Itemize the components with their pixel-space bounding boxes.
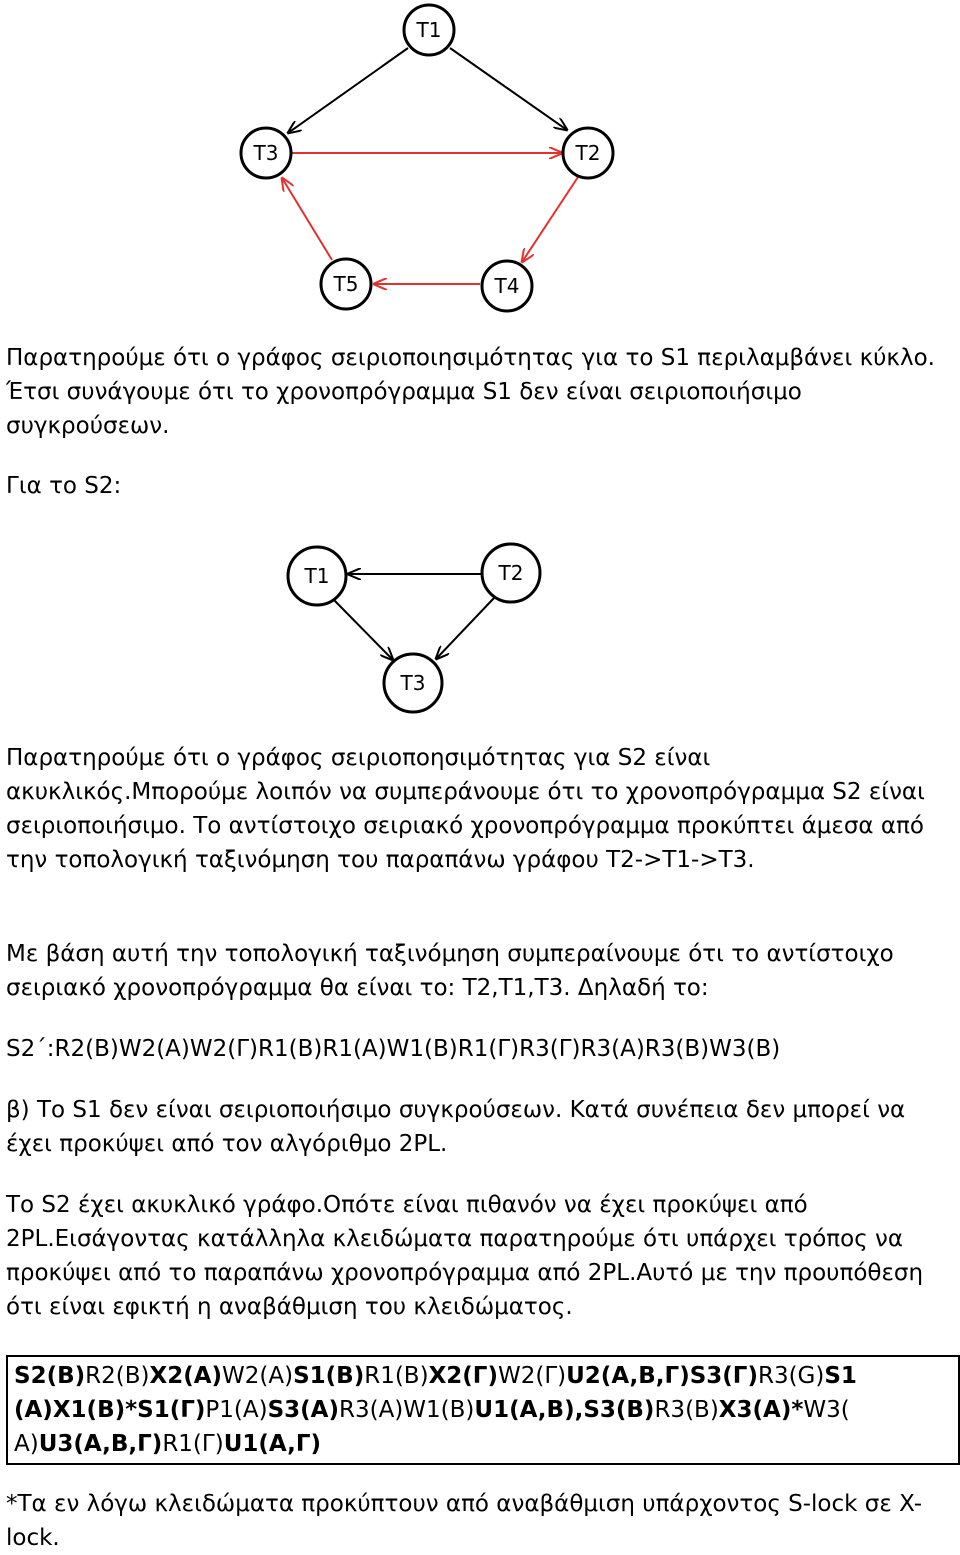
svg-text:T3: T3 xyxy=(400,671,426,695)
paragraph-s2-acyclic: Παρατηρούμε ότι ο γράφος σειριοποησιμότητας για S2 είναι ακυκλικός.Μπορούμε λοιπόν να συμπεράνουμε ότι το χρονοπρόγραμμα S2 είναι σειριοποιήσιμο. Το αντίστοιχο σειριακό χρονοπρόγραμμα προκύπτει άμεσα από την τοπολογική ταξινόμηση του παραπάνω γράφου T2->T1->T3. xyxy=(6,745,925,873)
lock-operation: S1(B) xyxy=(293,1363,365,1389)
data-operation: W2(Γ) xyxy=(497,1363,567,1389)
node-t1 xyxy=(288,547,346,605)
lock-operation: U1(A,B),S3(B) xyxy=(474,1397,655,1423)
node-t1 xyxy=(404,5,454,55)
lock-operation: X2(A) xyxy=(149,1363,223,1389)
serializability-graph-s2 xyxy=(0,528,960,728)
svg-text:T2: T2 xyxy=(575,141,601,165)
lock-operation: U1(A,Γ) xyxy=(223,1431,322,1457)
heading-for-s2: Για το S2: xyxy=(6,473,122,499)
paragraph-s1-cycle: Παρατηρούμε ότι ο γράφος σειριοποιησιμότητας για το S1 περιλαμβάνει κύκλο. Έτσι συνάγουμε ότι το χρονοπρόγραμμα S1 δεν είναι σειριοποιήσιμο συγκρούσεων. xyxy=(6,345,935,439)
serializability-graph-s1 xyxy=(0,0,960,320)
edge-t1-t3 xyxy=(288,48,408,133)
node-t4 xyxy=(482,261,532,311)
edge-t2-t3 xyxy=(436,598,494,659)
data-operation: R3(A)W1(B) xyxy=(338,1397,475,1423)
edge-t1-t3 xyxy=(334,600,393,660)
lock-operation: U3(A,B,Γ) xyxy=(38,1431,163,1457)
lock-operation: X3(A)* xyxy=(718,1397,804,1423)
data-operation: R3(G) xyxy=(757,1363,825,1389)
paragraph-s1-not-2pl: β) Το S1 δεν είναι σειριοποιήσιμο συγκρούσεων. Κατά συνέπεια δεν μπορεί να έχει προκύψει από τον αλγόριθμο 2PL. xyxy=(6,1097,906,1157)
node-t3 xyxy=(384,654,442,712)
lock-operation: S1 (A)X1(B)*S1(Γ) xyxy=(14,1363,857,1423)
lock-operation: U2(A,B,Γ)S3(Γ) xyxy=(566,1363,758,1389)
svg-text:T5: T5 xyxy=(333,272,359,296)
node-t5 xyxy=(321,259,371,309)
data-operation: W2(A) xyxy=(222,1363,294,1389)
footnote-lock-upgrade: *Τα εν λόγω κλειδώματα προκύπτουν από αναβάθμιση υπάρχοντος S-lock σε X-lock. xyxy=(6,1491,922,1551)
node-t2 xyxy=(563,128,613,178)
node-t3 xyxy=(241,128,291,178)
data-operation: R1(B) xyxy=(364,1363,429,1389)
data-operation: R1(Γ) xyxy=(162,1431,224,1457)
node-t2 xyxy=(482,544,540,602)
locked-schedule-box xyxy=(6,1355,960,1465)
edge-t5-t3 xyxy=(282,178,332,260)
data-operation: R3(B) xyxy=(654,1397,719,1423)
data-operation: W3( A) xyxy=(14,1397,850,1457)
paragraph-topological-order: Με βάση αυτή την τοπολογική ταξινόμηση συμπεραίνουμε ότι το αντίστοιχο σειριακό χρονοπρόγραμμα θα είναι το: T2,T1,T3. Δηλαδή το: xyxy=(6,941,894,1001)
data-operation: P1(A) xyxy=(205,1397,268,1423)
edge-t2-t4 xyxy=(522,177,578,262)
lock-operation: S2(B) xyxy=(14,1363,86,1389)
svg-text:T4: T4 xyxy=(494,274,520,298)
data-operation: R2(B) xyxy=(85,1363,150,1389)
svg-text:T2: T2 xyxy=(498,561,524,585)
edge-t1-t2 xyxy=(450,48,567,130)
svg-text:T1: T1 xyxy=(304,564,330,588)
lock-operation: X2(Γ) xyxy=(428,1363,498,1389)
serial-schedule: S2΄:R2(B)W2(A)W2(Γ)R1(B)R1(A)W1(B)R1(Γ)R3(Γ)R3(A)R3(B)W3(B) xyxy=(6,1036,781,1062)
svg-text:T3: T3 xyxy=(253,141,279,165)
svg-text:T1: T1 xyxy=(416,18,442,42)
paragraph-s2-2pl: Το S2 έχει ακυκλικό γράφο.Οπότε είναι πιθανόν να έχει προκύψει από 2PL.Εισάγοντας κατάλληλα κλειδώματα παρατηρούμε ότι υπάρχει τρόπος να προκύψει από το παραπάνω χρονοπρόγραμμα από 2PL.Αυτό με την προυπόθεση ότι είναι εφικτή η αναβάθμιση του κλειδώματος. xyxy=(6,1192,924,1320)
lock-operation: S3(A) xyxy=(267,1397,339,1423)
